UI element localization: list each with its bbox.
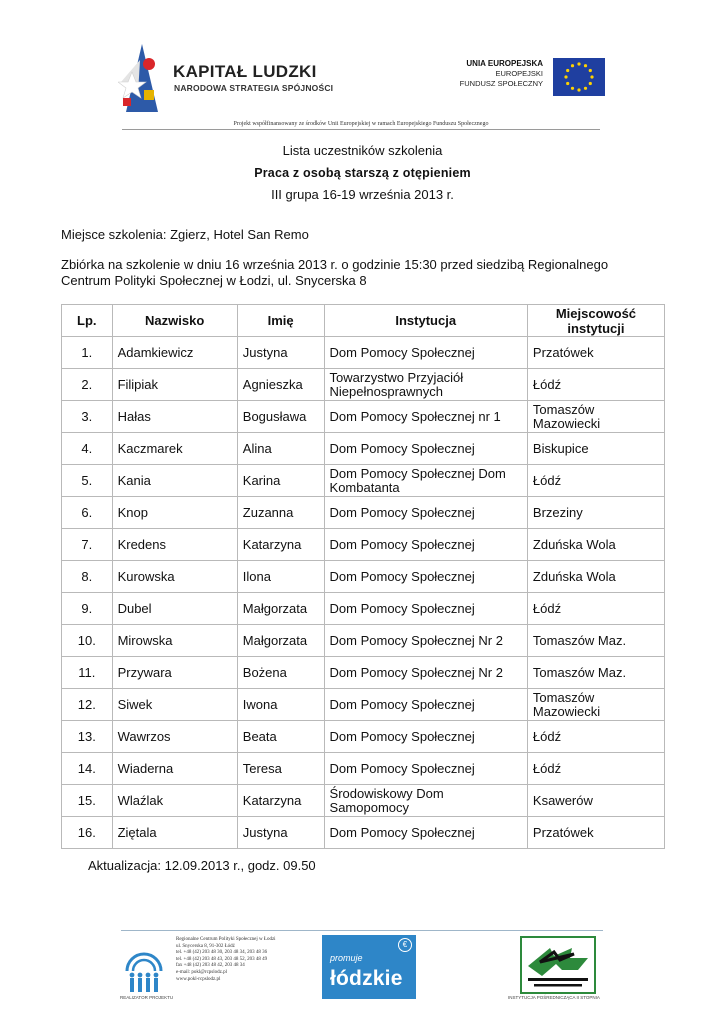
eu-logo [455, 56, 605, 100]
wup-logo-icon [520, 936, 596, 994]
cell-lp: 1. [62, 337, 113, 369]
cell-miejscowosc: Tomaszów Mazowiecki [527, 401, 664, 433]
header-miejscowosc [527, 305, 664, 337]
document-title: Lista uczestników szkolenia [282, 143, 443, 158]
cell-nazwisko: Przywara [112, 657, 237, 689]
cell-nazwisko: Wawrzos [112, 721, 237, 753]
kapital-ludzki-title: KAPITAŁ LUDZKI [173, 62, 317, 81]
cell-lp: 9. [62, 593, 113, 625]
table-row [62, 721, 665, 753]
rcps-line: e-mail: pokl@rcpslodz.pl [176, 969, 227, 975]
cell-miejscowosc: Przatówek [527, 817, 664, 849]
cell-nazwisko: Mirowska [112, 625, 237, 657]
promuje-lodzkie-logo [322, 935, 416, 999]
table-row [62, 433, 665, 465]
rcps-line: fax +48 (42) 203 48 42, 203 48 34 [176, 963, 245, 969]
cell-instytucja: Dom Pomocy Społecznej [324, 337, 527, 369]
cell-miejscowosc: Ksawerów [527, 785, 664, 817]
cell-miejscowosc: Brzeziny [527, 497, 664, 529]
wup-caption: INSTYTUCJA POŚREDNICZĄCA II STOPNIA [508, 995, 600, 1000]
rcps-contact [176, 937, 276, 983]
cell-imie: Bogusława [237, 401, 324, 433]
cell-imie: Katarzyna [237, 529, 324, 561]
cell-imie: Małgorzata [237, 625, 324, 657]
page-header [0, 0, 725, 140]
cell-instytucja: Dom Pomocy Społecznej Nr 2 [324, 657, 527, 689]
table-row [62, 657, 665, 689]
cell-miejscowosc: Tomaszów Maz. [527, 625, 664, 657]
cell-miejscowosc: Przatówek [527, 337, 664, 369]
table-row [62, 561, 665, 593]
cell-miejscowosc: Zduńska Wola [527, 529, 664, 561]
cell-lp: 8. [62, 561, 113, 593]
cell-instytucja: Dom Pomocy Społecznej Dom Kombatanta [324, 465, 527, 497]
cell-imie: Katarzyna [237, 785, 324, 817]
header-miejscowosc-line2: instytucji [567, 320, 625, 336]
kapital-ludzki-logo [118, 42, 334, 112]
cell-lp: 10. [62, 625, 113, 657]
cell-imie: Ilona [237, 561, 324, 593]
cell-miejscowosc: Łódź [527, 721, 664, 753]
eu-text-block [460, 59, 543, 89]
cell-lp: 5. [62, 465, 113, 497]
cell-instytucja: Dom Pomocy Społecznej nr 1 [324, 401, 527, 433]
header-nazwisko: Nazwisko [112, 305, 237, 337]
eu-line2: EUROPEJSKI [495, 69, 543, 78]
update-note: Aktualizacja: 12.09.2013 r., godz. 09.50 [88, 858, 316, 873]
cell-nazwisko: Kaczmarek [112, 433, 237, 465]
table-row [62, 753, 665, 785]
cell-instytucja: Dom Pomocy Społecznej [324, 433, 527, 465]
cell-lp: 13. [62, 721, 113, 753]
table-row [62, 689, 665, 721]
cofinance-note: Projekt współfinansowany ze środków Unii Europejskiej w ramach Europejskiego Funduszu Społecznego [233, 121, 489, 127]
eu-line1: UNIA EUROPEJSKA [466, 59, 543, 68]
cell-imie: Agnieszka [237, 369, 324, 401]
cell-lp: 4. [62, 433, 113, 465]
cell-nazwisko: Siwek [112, 689, 237, 721]
footer-divider [121, 930, 603, 931]
cell-nazwisko: Filipiak [112, 369, 237, 401]
cell-nazwisko: Ziętala [112, 817, 237, 849]
training-name: Praca z osobą starszą z otępieniem [254, 166, 471, 180]
cell-imie: Beata [237, 721, 324, 753]
cell-nazwisko: Kania [112, 465, 237, 497]
cell-imie: Justyna [237, 337, 324, 369]
cell-instytucja: Dom Pomocy Społecznej [324, 497, 527, 529]
cell-imie: Alina [237, 433, 324, 465]
cell-instytucja: Dom Pomocy Społecznej [324, 753, 527, 785]
cell-lp: 7. [62, 529, 113, 561]
cell-imie: Teresa [237, 753, 324, 785]
rcps-line: ul. Snycerska 8, 91-302 Łódź [176, 943, 235, 949]
cell-imie: Małgorzata [237, 593, 324, 625]
cell-instytucja: Dom Pomocy Społecznej [324, 561, 527, 593]
cell-imie: Iwona [237, 689, 324, 721]
cell-miejscowosc: Tomaszów Maz. [527, 657, 664, 689]
table-row [62, 593, 665, 625]
training-place: Miejsce szkolenia: Zgierz, Hotel San Remo [61, 227, 309, 242]
table-row [62, 337, 665, 369]
header-lp: Lp. [62, 305, 113, 337]
rcps-caption: REALIZATOR PROJEKTU [120, 995, 174, 1000]
cell-imie: Justyna [237, 817, 324, 849]
table-row [62, 369, 665, 401]
table-row [62, 817, 665, 849]
header-divider [122, 129, 600, 130]
table-header-row [62, 305, 665, 337]
cell-lp: 6. [62, 497, 113, 529]
header-miejscowosc-line1: Miejscowość [555, 305, 637, 321]
kapital-ludzki-subtitle: NARODOWA STRATEGIA SPÓJNOŚCI [174, 83, 334, 93]
kapital-ludzki-emblem-icon [118, 42, 164, 112]
rcps-people-logo-icon [124, 937, 164, 1003]
cell-instytucja: Dom Pomocy Społecznej [324, 593, 527, 625]
cell-miejscowosc: Tomaszów Mazowiecki [527, 689, 664, 721]
header-imie: Imię [237, 305, 324, 337]
cell-instytucja: Dom Pomocy Społecznej [324, 817, 527, 849]
cell-lp: 11. [62, 657, 113, 689]
header-instytucja: Instytucja [324, 305, 527, 337]
rcps-line: tel. +48 (42) 203 48 43, 203 48 52, 203 48 49 [176, 956, 268, 962]
cell-instytucja: Środowiskowy Dom Samopomocy [324, 785, 527, 817]
participants-table [61, 304, 665, 849]
meeting-info-line1: Zbiórka na szkolenie w dniu 16 września 2013 r. o godzinie 15:30 przed siedzibą Regionalnego [61, 257, 609, 272]
rcps-line: www.pokl-rcpslodz.pl [176, 976, 221, 982]
euro-sign-icon: € [398, 938, 412, 952]
cell-instytucja: Dom Pomocy Społecznej Nr 2 [324, 625, 527, 657]
table-row [62, 401, 665, 433]
cell-miejscowosc: Łódź [527, 753, 664, 785]
table-row [62, 497, 665, 529]
cell-nazwisko: Kurowska [112, 561, 237, 593]
cell-lp: 16. [62, 817, 113, 849]
cell-imie: Zuzanna [237, 497, 324, 529]
cell-instytucja: Dom Pomocy Społecznej [324, 721, 527, 753]
group-dates: III grupa 16-19 września 2013 r. [271, 187, 454, 202]
cell-instytucja: Dom Pomocy Społecznej [324, 529, 527, 561]
promo-small-text: promuje [330, 953, 363, 963]
cell-lp: 3. [62, 401, 113, 433]
cell-imie: Karina [237, 465, 324, 497]
cell-nazwisko: Kredens [112, 529, 237, 561]
cell-lp: 2. [62, 369, 113, 401]
cell-miejscowosc: Zduńska Wola [527, 561, 664, 593]
eu-flag-icon [553, 58, 605, 96]
cell-nazwisko: Dubel [112, 593, 237, 625]
cell-miejscowosc: Łódź [527, 593, 664, 625]
table-row [62, 785, 665, 817]
page-footer [0, 925, 725, 1024]
cell-imie: Bożena [237, 657, 324, 689]
cell-lp: 12. [62, 689, 113, 721]
eu-line3: FUNDUSZ SPOŁECZNY [459, 79, 543, 88]
rcps-line: tel. +48 (42) 203 48 30, 203 48 34, 203 48 36 [176, 950, 268, 956]
promo-big-text: łódzkie [330, 967, 403, 990]
table-row [62, 625, 665, 657]
cell-nazwisko: Hałas [112, 401, 237, 433]
cell-miejscowosc: Biskupice [527, 433, 664, 465]
rcps-line: Regionalne Centrum Polityki Społecznej w Łodzi [176, 937, 276, 942]
cell-lp: 15. [62, 785, 113, 817]
cell-miejscowosc: Łódź [527, 369, 664, 401]
table-row [62, 465, 665, 497]
cell-lp: 14. [62, 753, 113, 785]
meeting-info-line2: Centrum Polityki Społecznej w Łodzi, ul. Snycerska 8 [61, 273, 367, 288]
cell-nazwisko: Knop [112, 497, 237, 529]
cell-nazwisko: Wiaderna [112, 753, 237, 785]
cell-instytucja: Dom Pomocy Społecznej [324, 689, 527, 721]
cell-instytucja: Towarzystwo Przyjaciół Niepełnosprawnych [324, 369, 527, 401]
cell-nazwisko: Wlaźlak [112, 785, 237, 817]
cell-nazwisko: Adamkiewicz [112, 337, 237, 369]
table-row [62, 529, 665, 561]
cell-miejscowosc: Łódź [527, 465, 664, 497]
